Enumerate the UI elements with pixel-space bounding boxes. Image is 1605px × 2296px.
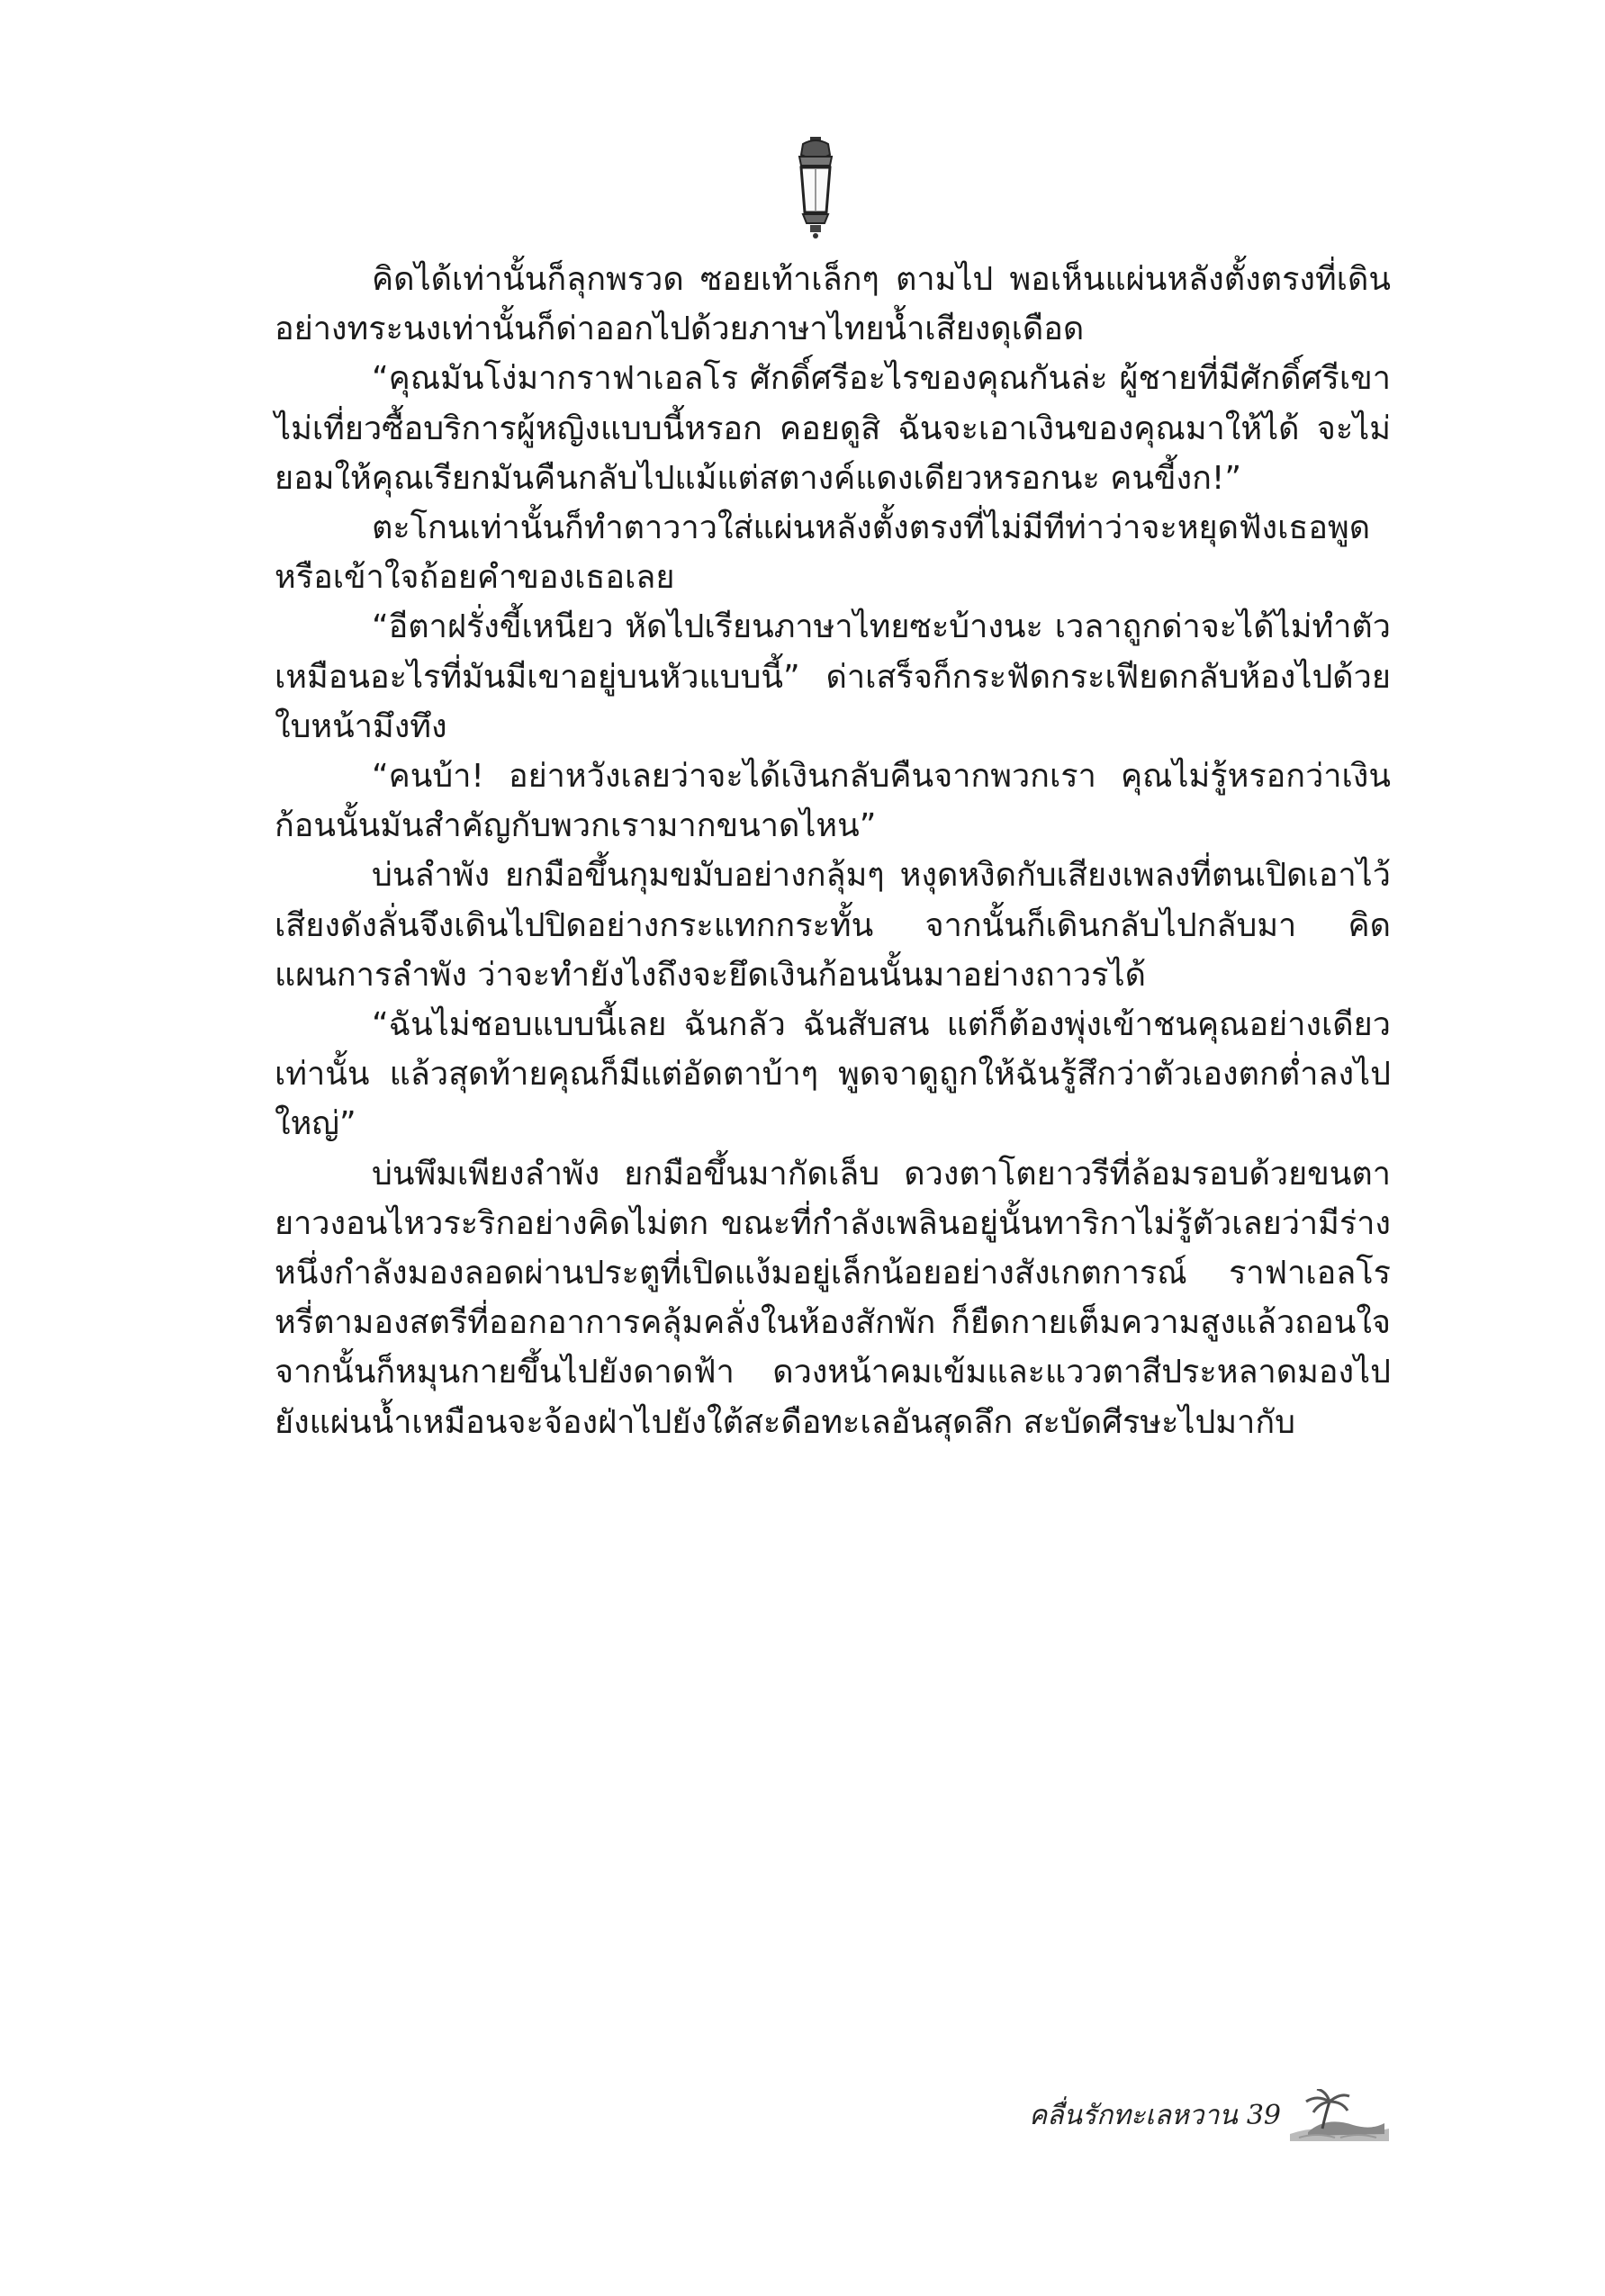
body-text (275, 255, 1391, 1447)
paragraph-8: บ่นพึมเพียงลำพัง ยกมือขึ้นมากัดเล็บ ดวงตาโตยาวรีที่ล้อมรอบด้วยขนตายาวงอนไหวระริกอย่างคิดไม่ตก ขณะที่กำลังเพลินอยู่นั้นทาริกาไม่รู้ตัวเลยว่ามีร่างหนึ่งกำลังมองลอดผ่านประตูที่เปิดแง้มอยู่เล็กน้อยอย่างสังเกตการณ์ ราฟาเอลโรหรี่ตามองสตรีที่ออกอาการคลุ้มคลั่งในห้องสักพัก ก็ยืดกายเต็มความสูงแล้วถอนใจ จากนั้นก็หมุนกายขึ้นไปยังดาดฟ้า ดวงหน้าคมเข้มและแววตาสีประหลาดมองไปยังแผ่นน้ำเหมือนจะจ้องฝ่าไปยังใต้สะดือทะเลอันสุดลึก สะบัดศีรษะไปมากับ (275, 1155, 1391, 1441)
book-title: คลื่นรักทะเลหวาน (1029, 2099, 1238, 2131)
lantern-ornament-icon (790, 135, 841, 239)
paragraph-3: ตะโกนเท่านั้นก็ทำตาวาวใส่แผ่นหลังตั้งตรงที่ไม่มีทีท่าว่าจะหยุดฟังเธอพูดหรือเข้าใจถ้อยคำของเธอเลย (275, 509, 1371, 597)
palm-island-icon (1290, 2089, 1389, 2141)
page-footer (1029, 2088, 1389, 2142)
paragraph-6: บ่นลำพัง ยกมือขึ้นกุมขมับอย่างกลุ้มๆ หงุดหงิดกับเสียงเพลงที่ตนเปิดเอาไว้เสียงดังลั่นจึงเดินไปปิดอย่างกระแทกกระทั้น จากนั้นก็เดินกลับไปกลับมา คิดแผนการลำพัง ว่าจะทำยังไงถึงจะยึดเงินก้อนนั้นมาอย่างถาวรได้ (275, 857, 1391, 994)
page-number: 39 (1246, 2099, 1281, 2131)
paragraph-5: “คนบ้า! อย่าหวังเลยว่าจะได้เงินกลับคืนจากพวกเรา คุณไม่รู้หรอกว่าเงินก้อนนั้นมันสำคัญกับพวกเรามากขนาดไหน” (275, 758, 1391, 845)
paragraph-7: “ฉันไม่ชอบแบบนี้เลย ฉันกลัว ฉันสับสน แต่ก็ต้องพุ่งเข้าชนคุณอย่างเดียวเท่านั้น แล้วสุดท้ายคุณก็มีแต่อัดตาบ้าๆ พูดจาดูถูกให้ฉันรู้สึกว่าตัวเองตกต่ำลงไปใหญ่” (275, 1006, 1391, 1143)
paragraph-4: “อีตาฝรั่งขี้เหนียว หัดไปเรียนภาษาไทยซะบ้างนะ เวลาถูกด่าจะได้ไม่ทำตัวเหมือนอะไรที่มันมีเขาอยู่บนหัวแบบนี้” ด่าเสร็จก็กระฟัดกระเฟียดกลับห้องไปด้วยใบหน้ามึงทึง (275, 608, 1391, 745)
paragraph-2: “คุณมันโง่มากราฟาเอลโร ศักดิ์ศรีอะไรของคุณกันล่ะ ผู้ชายที่มีศักดิ์ศรีเขาไม่เที่ยวซื้อบริการผู้หญิงแบบนี้หรอก คอยดูสิ ฉันจะเอาเงินของคุณมาให้ได้ จะไม่ยอมให้คุณเรียกมันคืนกลับไปแม้แต่สตางค์แดงเดียวหรอกนะ คนขี้งก!” (275, 360, 1391, 497)
paragraph-1: คิดได้เท่านั้นก็ลุกพรวด ซอยเท้าเล็กๆ ตามไป พอเห็นแผ่นหลังตั้งตรงที่เดินอย่างทระนงเท่านั้นก็ด่าออกไปด้วยภาษาไทยน้ำเสียงดุเดือด (275, 261, 1391, 348)
